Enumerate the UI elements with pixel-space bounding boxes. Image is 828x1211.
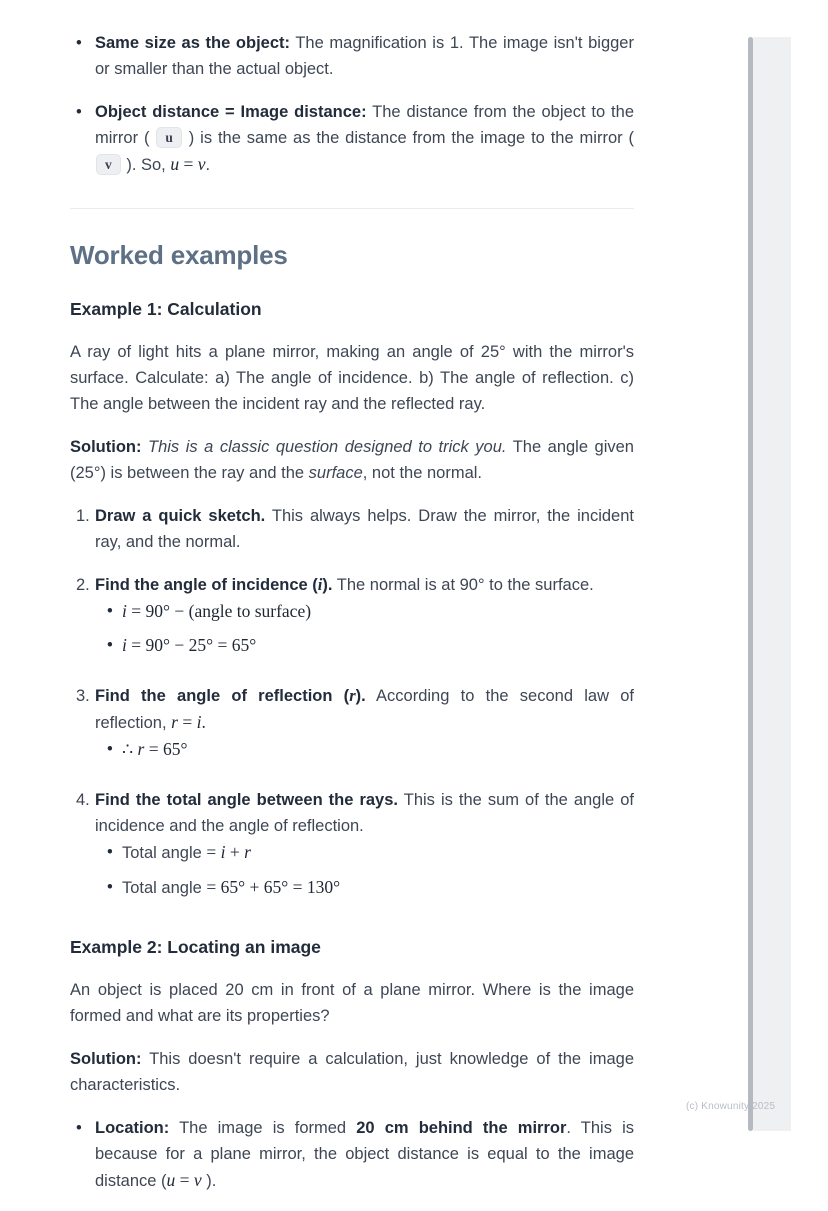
bullet-object-distance: [70, 99, 634, 178]
math-bullet: [95, 598, 634, 624]
step-lead: ).: [355, 687, 366, 705]
step-lead: Find the total angle between the rays.: [95, 791, 398, 809]
step-number: 1.: [76, 507, 90, 525]
section-heading: Worked examples: [70, 240, 288, 270]
inline-code-v: v: [96, 154, 121, 175]
step-1: [70, 503, 634, 555]
step-body: This is the sum of the angle of incidence and the angle of reflection.: [95, 791, 634, 835]
math-r-equals-i: r = i.: [171, 712, 206, 732]
math-bullet: [95, 839, 634, 866]
bullet-icon: •: [107, 740, 113, 758]
step-2-sublist: [95, 598, 634, 658]
step-lead: ).: [322, 576, 333, 594]
math-expression: Total angle = i + r: [122, 842, 251, 862]
step-3-sublist: [95, 736, 634, 762]
step-lead: Find the angle of reflection (: [95, 687, 350, 705]
step-4: [70, 787, 634, 909]
bullet-location: [70, 1115, 634, 1194]
math-bullet: [95, 874, 634, 901]
example2-problem: An object is placed 20 cm in front of a plane mirror. Where is the image formed and what are its properties?: [70, 981, 634, 1025]
image-characteristics-list: [70, 30, 634, 178]
bullet-body: The magnification is 1. The image isn't bigger or smaller than the actual object.: [95, 34, 634, 78]
bullet-lead: Same size as the object:: [95, 34, 290, 52]
step-4-sublist: [95, 839, 634, 901]
bullet-lead: Location:: [95, 1119, 170, 1137]
step-lead: Draw a quick sketch.: [95, 507, 266, 525]
step-body: According to the second law of reflection,: [95, 687, 635, 732]
example2-properties-list: [70, 1115, 634, 1194]
bullet-icon: •: [107, 602, 113, 620]
math-expression: i = 90° − 25° = 65°: [122, 635, 257, 655]
bullet-location-text: Location: The image is formed 20 cm behind the mirror. This is because for a plane mirror, the object distance is equal to the image distance (u = v ).: [95, 1119, 635, 1190]
bullet-body: The distance from the object to the mirror (: [95, 103, 634, 147]
bullet-icon: •: [107, 636, 113, 654]
bullet-same-size: [70, 30, 634, 82]
page-edge-panel: [753, 37, 791, 1131]
emphasis-surface: surface: [308, 464, 363, 482]
math-u-equals-v: u = v: [166, 1170, 202, 1190]
next-page-edge[interactable]: [748, 37, 791, 1131]
example1-problem: A ray of light hits a plane mirror, making an angle of 25° with the mirror's surface. Calculate: a) The angle of incidence. b) The angle of reflection. c) The angle between the incident ray and the reflected ray.: [70, 343, 634, 413]
bullet-icon: •: [76, 1119, 82, 1137]
bullet-icon: •: [107, 843, 113, 861]
example1-solution: Solution: This is a classic question designed to trick you. The angle given (25°) is between the ray and the surface, not the normal.: [70, 438, 634, 482]
math-expression: ∴ r = 65°: [122, 739, 188, 759]
bullet-icon: •: [76, 103, 82, 121]
watermark: (c) Knowunity 2025: [686, 1101, 776, 1112]
solution-label: Solution:: [70, 1050, 142, 1068]
step-2-text: [95, 572, 634, 666]
step-number: 3.: [76, 687, 90, 705]
step-3-text: [95, 683, 634, 770]
inline-code-u: u: [156, 127, 182, 148]
bullet-icon: •: [76, 34, 82, 52]
bullet-icon: •: [107, 878, 113, 896]
bullet-lead: Object distance = Image distance:: [95, 103, 367, 121]
step-number: 2.: [76, 576, 90, 594]
step-number: 4.: [76, 791, 90, 809]
step-body: The normal is at 90° to the surface.: [332, 576, 594, 594]
example1-heading: Example 1: Calculation: [70, 299, 262, 319]
bold-20cm: 20 cm behind the mirror: [356, 1119, 567, 1137]
step-2: [70, 572, 634, 666]
math-expression: Total angle = 65° + 65° = 130°: [122, 877, 341, 897]
math-bullet: [95, 632, 634, 658]
math-var-i: i: [317, 575, 323, 594]
section-divider: [70, 208, 634, 209]
step-lead: Find the angle of incidence (: [95, 576, 318, 594]
math-bullet: [95, 736, 634, 762]
step-1-text: [95, 503, 634, 555]
math-var-r: r: [349, 686, 356, 705]
solution-label: Solution:: [70, 438, 142, 456]
bullet-same-size-text: [95, 30, 634, 82]
step-body: This always helps. Draw the mirror, the incident ray, and the normal.: [95, 507, 634, 551]
math-u-equals-v: u = v: [170, 154, 206, 174]
bullet-body: .: [205, 156, 211, 174]
bullet-object-distance-text: [95, 99, 634, 178]
step-4-text: [95, 787, 634, 909]
solution-italic: This is a classic question designed to trick you.: [141, 438, 507, 456]
solution-steps: [70, 503, 634, 909]
example2-heading: Example 2: Locating an image: [70, 937, 321, 957]
step-3: [70, 683, 634, 770]
example2-solution: Solution: This doesn't require a calculation, just knowledge of the image characteristics.: [70, 1050, 634, 1094]
bullet-body: ). So,: [121, 156, 171, 174]
math-expression: i = 90° − (angle to surface): [122, 601, 312, 621]
bullet-body: ) is the same as the distance from the image to the mirror (: [182, 129, 635, 147]
document-content: [70, 30, 634, 1211]
